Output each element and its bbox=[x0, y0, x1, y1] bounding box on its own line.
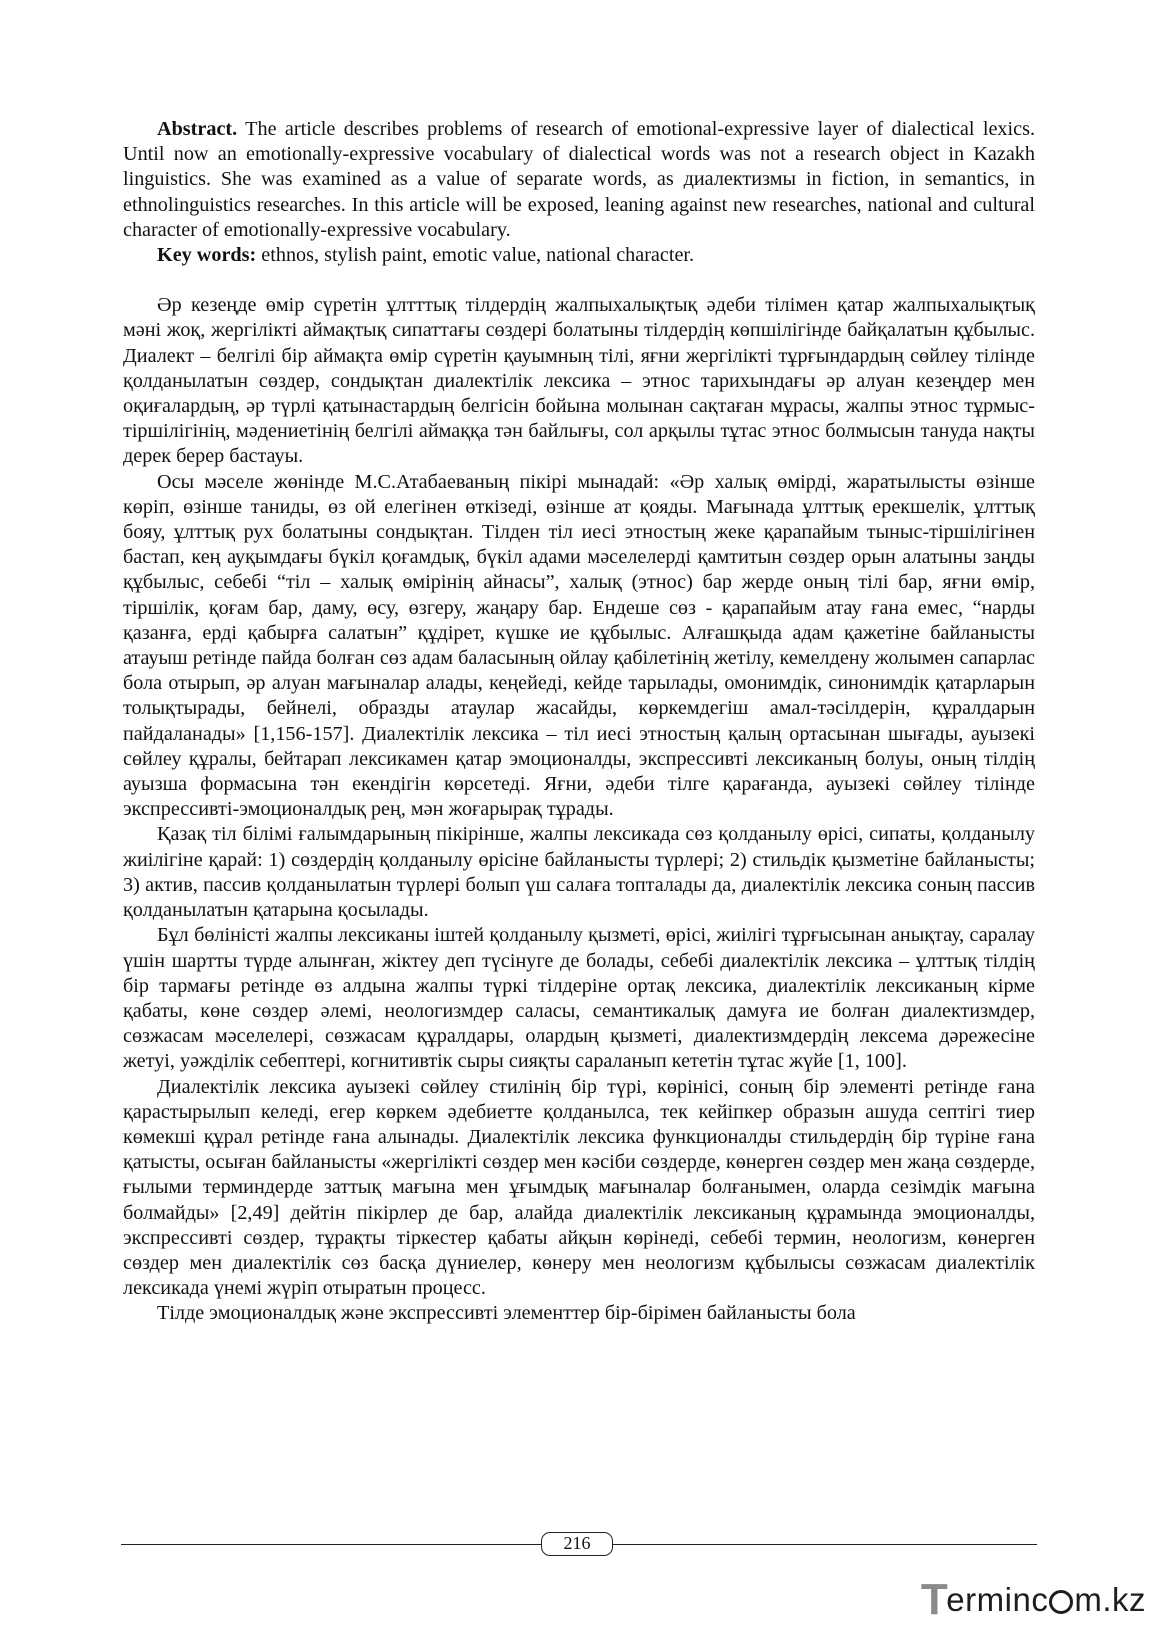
termincom-watermark bbox=[921, 1577, 1146, 1623]
watermark-text-start: erminc bbox=[946, 1581, 1049, 1618]
page-number: 216 bbox=[541, 1532, 613, 1556]
keywords-text: ethnos, stylish paint, emotic value, national character. bbox=[256, 244, 695, 267]
watermark-text-end: m.kz bbox=[1074, 1581, 1146, 1618]
abstract-paragraph bbox=[123, 117, 1035, 243]
abstract-label: Abstract. bbox=[157, 118, 238, 140]
watermark-circle-icon bbox=[1049, 1590, 1073, 1614]
body-paragraph: Осы мәселе жөнінде М.С.Атабаеваның пікірі мынадай: «Әр халық өмірді, жаратылысты өзінше көріп, өзінше таниды, өз ой елегінен өткізеді, өзінше ат қояды. Мағынада ұлттық ерекшелік, ұлттық бояу, ұлттық рух болатыны сондықтан. Тілден тіл иесі этностың жеке қарапайым тыныс-тіршілігінен бастап, кең ауқымдағы бүкіл қоғамдық, бүкіл адами мәселелерді қамтитын сөздер орын алатыны заңды құбылыс, себебі “тіл – халық өмірінің айнасы”, халық (этнос) бар жерде оның тілі бар, яғни өмір, тіршілік, қоғам бар, даму, өсу, өзгеру, жаңару бар. Ендеше сөз - қарапайым атау ғана емес, “нарды қазанға, ерді қабырға салатын” құдірет, күшке ие құбылыс. Алғашқыда адам қажетіне байланысты атауыш ретінде пайда болған сөз адам баласының ойлау қабілетінің жетілу, кемелдену жолымен сапарлас бола отырып, әр алуан мағыналар алады, кеңейеді, кейде тарылады, омонимдік, синонимдік қатарларын толықтырады, бейнелі, образды атаулар жасайды, көркемдегіш амал-тәсілдерін, құралдарын пайдаланады» [1,156-157]. Диалектілік лексика – тіл иесі этностың қалың ортасынан шығады, ауызекі сөйлеу құралы, бейтарап лексикамен қатар эмоционалды, экспрессивті лексиканың болуы, оның тілдің ауызша формасына тән екендігін көрсетеді. Яғни, әдеби тілге қарағанда, ауызекі сөйлеу тілінде экспрессивті-эмоционалдық рең, мән жоғарырақ тұрады. bbox=[123, 470, 1035, 821]
article-body bbox=[123, 293, 1035, 1326]
footer-rule-left bbox=[121, 1544, 541, 1545]
abstract-text: The article describes problems of research of emotional-expressive layer of dialectical lexics. Until now an emotionally-expressive vocabulary of dialectical words was not a research object in Kazakh linguistics. She was examined as a value of separate words, as диалектизмы in fiction, in semantics, in ethnolinguistics researches. In this article will be exposed, leaning against new researches, national and cultural character of emotionally-expressive vocabulary. bbox=[123, 118, 1035, 241]
body-paragraph: Әр кезеңде өмір сүретін ұлтттық тілдердің жалпыхалықтық әдеби тілімен қатар жалпыхалықтық мәні жоқ, жергілікті аймақтық сипаттағы сөздері болатыны тілдердің көпшілігінде байқалатын құбылыс. Диалект – белгілі бір аймақта өмір сүретін қауымның тілі, яғни жергілікті тұрғындардың сөйлеу тілінде қолданылатын сөздер, сондықтан диалектілік лексика – этнос тарихындағы әр алуан кезеңдер мен оқиғалардың, әр түрлі қатынастардың белгісін бойына молынан сақтаған мұрасы, жалпы этнос тұрмыс-тіршілігінің, мәдениетінің белгілі аймаққа тән байлығы, сол арқылы тұтас этнос болмысын тануда нақты дерек берер бастауы. bbox=[123, 294, 1035, 468]
footer-rule-right bbox=[613, 1544, 1037, 1545]
body-paragraph: Қазақ тіл білімі ғалымдарының пікірінше, жалпы лексикада сөз қолданылу өрісі, сипаты, қолданылу жиілігіне қарай: 1) сөздердің қолданылу өрісіне байланысты түрлері; 2) стильдік қызметіне байланысты; 3) актив, пассив қолданылатын түрлері болып үш салаға топталады да, диалектілік лексика соның пассив қолданылатын қатарына қосылады. bbox=[123, 823, 1035, 922]
watermark-t-letter: T bbox=[920, 1575, 949, 1624]
body-paragraph: Тілде эмоционалдық және экспрессивті элементтер бір-бірімен байланысты бола bbox=[157, 1302, 856, 1325]
keywords-paragraph bbox=[123, 243, 1035, 268]
body-paragraph: Диалектілік лексика ауызекі сөйлеу стилінің бір түрі, көрінісі, соның бір элементі ретінде ғана қарастырылып келеді, егер көркем әдебиетте қолданылса, тек кейіпкер образын ашуда септігі тиер көмекші құрал ретінде ғана алынады. Диалектілік лексика функционалды стильдердің бір түріне ғана қатысты, осыған байланысты «жергілікті сөздер мен кәсіби сөздерде, көнерген сөздер мен жаңа сөздерде, ғылыми терминдерде заттық мағына мен ұғымдық мағыналар болғанымен, оларда сезімдік мағына болмайды» [2,49] дейтін пікірлер де бар, алайда диалектілік лексиканың құрамында эмоционалды, экспрессивті сөздер, тұрақты тіркестер қабаты айқын көрінеді, себебі термин, неологизм, көнерген сөздер мен диалектілік сөз басқа дүниелер, көнеру мен неологизм құбылысы сөзжасам диалектілік лексикада үнемі жүріп отыратын процесс. bbox=[123, 1075, 1035, 1300]
keywords-label: Key words: bbox=[157, 244, 257, 267]
body-paragraph: Бұл бөліністі жалпы лексиканы іштей қолданылу қызметі, өрісі, жиілігі тұрғысынан анықтау, саралау үшін шартты түрде алынған, жіктеу деп түсінуге де болады, себебі диалектілік лексика – ұлттық тілдің бір тармағы ретінде өз алдына жалпы түркі тілдеріне ортақ лексика, диалектілік лексиканың кірме қабаты, көне сөздер әлемі, неологизмдер саласы, семантикалық дамуға ие болған диалектизмдер, сөзжасам мәселелері, сөзжасам құралдары, олардың қызметі, диалектизмдердің лексема дәрежесіне жетуі, уәжділік себептері, когнитивтік сыры сияқты сараланып кететін тұтас жүйе [1, 100]. bbox=[123, 924, 1035, 1073]
page-content bbox=[123, 117, 1035, 1327]
